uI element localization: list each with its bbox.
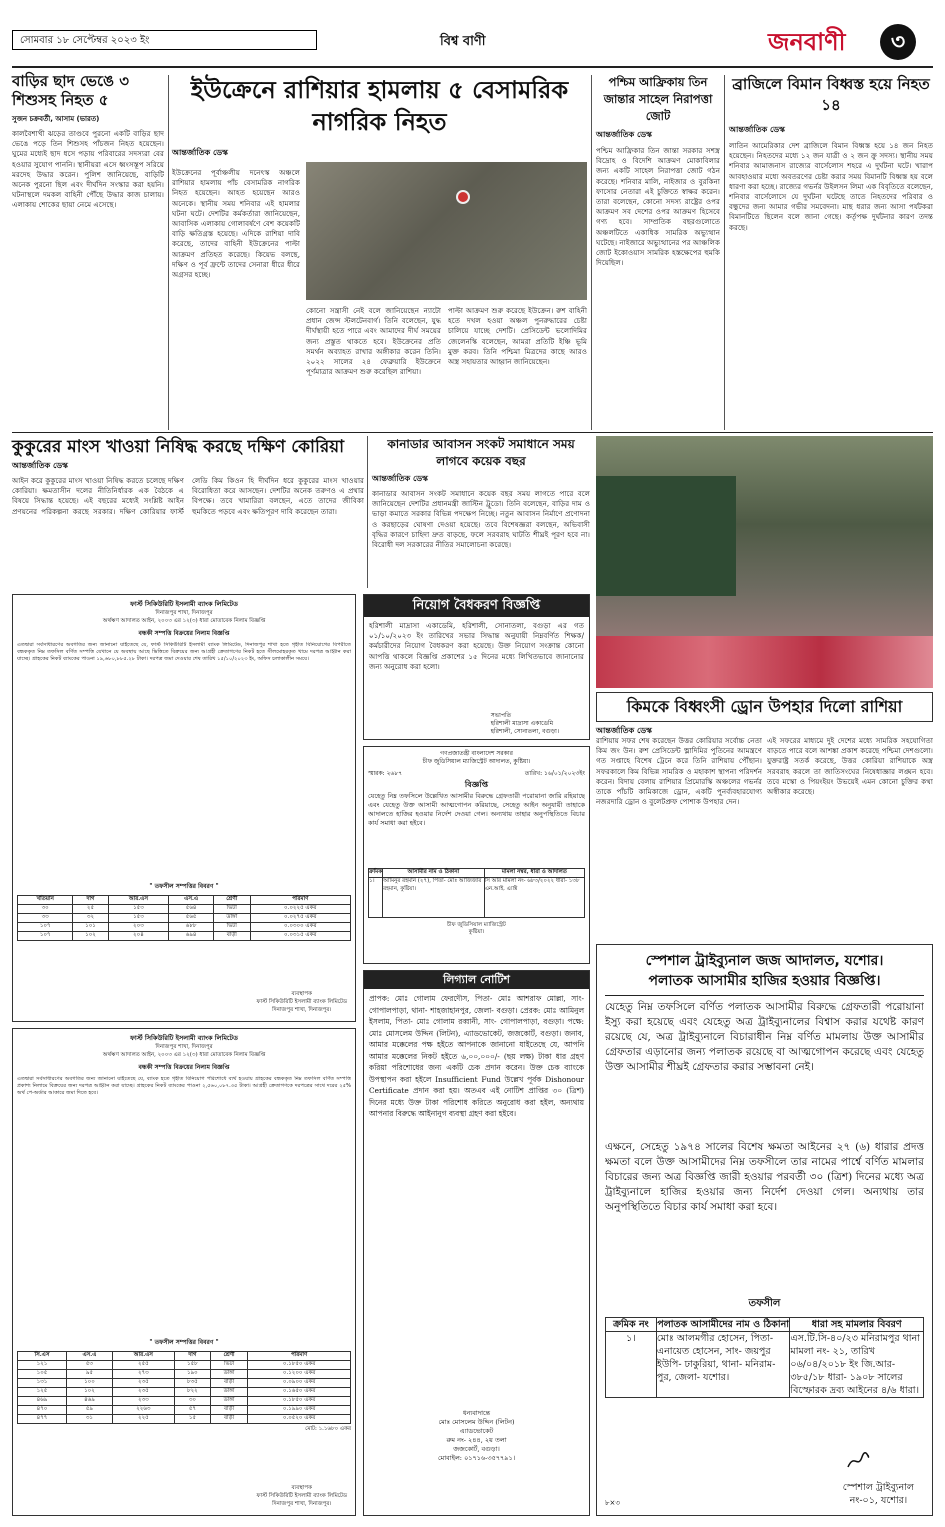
row-rule [12, 432, 933, 433]
table-cell: ৪৬৯ [67, 1397, 113, 1406]
col3: পাল্টা আক্রমণ শুরু করেছে ইউক্রেন। রুশ বাহিনী হতে দখল হওয়া অঞ্চল পুনরুদ্ধারের চেষ্টা চালিয়ে যাচ্ছে দেশটি। প্রেসিডেন্ট ভলোদিমির জেলেনস্কি বলেছেন, আমরা প্রতিটি ইঞ্চি ভূমি মুক্ত করব। তিনি পশ্চিমা মিত্রদের কাছে আরও অস্ত্র সহায়তার আহ্বান জানিয়েছেন। [448, 306, 587, 367]
column-header: দাগ [73, 896, 108, 905]
table-cell: ১৯০ [174, 1370, 210, 1379]
bank-name: ফার্স্ট সিকিউরিটি ইসলামী ব্যাংক লিমিটেড [130, 600, 238, 608]
schedule-table [605, 1317, 924, 1398]
memo: স্মারক: ২৬৮৭ [368, 770, 403, 777]
table-cell: ডাঙ্গা [210, 1370, 247, 1379]
table-cell: ২৩৫ [112, 1388, 174, 1397]
table-cell: বাড়ী [210, 1406, 247, 1415]
signature-scribble [846, 1451, 872, 1471]
court-table [368, 868, 585, 918]
legal-notice [363, 970, 590, 1516]
headline: পশ্চিম আফ্রিকায় তিন জান্তার সাহেল নিরাপত্তা জোট [603, 75, 713, 123]
signature: ব্যবস্থাপক ফার্স্ট সিকিউরিটি ইসলামী ব্যাংক লিমিটেড দিনাজপুর শাখা, দিনাজপুর। [256, 1485, 347, 1507]
table-cell: ৩০ [18, 905, 73, 914]
tag: আন্তর্জাতিক ডেস্ক [596, 726, 652, 735]
tag: আন্তর্জাতিক ডেস্ক [596, 130, 652, 139]
table-cell: ১০২ [73, 932, 108, 941]
body: প্রাপক: মোঃ গোলাম ফেরদৌস, পিতা- মোঃ আশরাফ মোল্লা, সাং- গোপালপাড়া, থানা- শাহজাহানপুর, জেলা- বগুড়া। প্রেরক: মোঃ আমিনুল ইসলাম, পিতা- মোঃ গোলাম রব্বানী, সাং- গোপালপাড়া, বগুড়া। পক্ষে: মোঃ মোসলেম উদ্দিন (লিটন), এ্যাডভোকেট, জজকোর্ট, বগুড়া। জনাব, আমার মক্কেলের পক্ষ হইতে আপনাকে জানানো যাইতেছে যে, আপনি আমার মক্কেলের নিকট হইতে ৬,০০,০০০/- (ছয় লক্ষ) টাকা ধার গ্রহণ করিয়া পরিশোধের জন্য একটি চেক প্রদান করেন। উক্ত চেক ব্যাংকে উপস্থাপন করা হইলে Insufficient Fund উল্লেখ পূর্বক Dishonour Certificate প্রদান করা হয়। অতএব এই নোটিশ প্রাপ্তির ৩০ (ত্রিশ) দিনের মধ্যে উক্ত টাকা পরিশোধ করিতে অনুরোধ করা হইল, অন্যথায় আপনার বিরুদ্ধে আইনানুগ ব্যবস্থা গ্রহণ করা হইবে। [369, 994, 584, 1118]
story-dog [12, 436, 364, 588]
tag: আন্তর্জাতিক ডেস্ক [372, 474, 428, 483]
story-canada [372, 436, 590, 588]
table-cell: ৫৭ [174, 1406, 210, 1415]
bank-ad-2 [12, 1028, 356, 1516]
table-cell: ০.০২৭৫ একর [250, 914, 351, 923]
table-cell: ৩২ [73, 914, 108, 923]
signature: সভাপতি হরিশালী মাদ্রাসা একাডেমি হরিশালী, সোনাতলা, বগুড়া। [490, 712, 559, 735]
col-name: পলাতক আসামীদের নাম ও ঠিকানা [657, 1319, 790, 1330]
table-cell: ৫৯ [67, 1406, 113, 1415]
photo-soldiers [306, 162, 587, 300]
table-cell: ০.০৫২০ একর [248, 1415, 351, 1424]
table-cell: ডাঙ্গা [214, 914, 250, 923]
bank-name: ফার্স্ট সিকিউরিটি ইসলামী ব্যাংক লিমিটেড [130, 1034, 238, 1042]
table-cell: ২৩৩ [112, 1397, 174, 1406]
masthead-section: বিশ্ব বাণী [440, 34, 486, 49]
signature: চীফ জুডিসিয়াল ম্যাজিস্ট্রেট কুষ্টিয়া। [447, 922, 506, 935]
table-row [18, 1370, 351, 1379]
train [596, 476, 736, 596]
property-table [17, 895, 351, 941]
date: তারিখ: ১৬/০১/২০২৩ইং [524, 770, 585, 777]
table-cell: ১২৫ [18, 1388, 67, 1397]
table-cell: ভিটা [214, 905, 250, 914]
col1: ইউক্রেনের পূর্বাঞ্চলীয় দনেৎস্ক অঞ্চলে রাশিয়ার হামলায় পাঁচ বেসামরিক নাগরিক নিহত হয়েছেন। আহত হয়েছেন আরও অনেকে। স্থানীয় সময় শনিবার এই হামলার ঘটনা ঘটে। দেশটির কর্মকর্তারা জানিয়েছেন, আবাসিক এলাকায় গোলাবর্ষণে বেশ কয়েকটি বাড়ি ক্ষতিগ্রস্ত হয়েছে। এদিকে রাশিয়া দাবি করেছে, তাদের বাহিনী ইউক্রেনের পাল্টা আক্রমণ প্রতিহত করেছে। কিয়েভ বলছে, দক্ষিণ ও পূর্ব ফ্রন্টে তাদের সেনারা ধীরে ধীরে অগ্রসর হচ্ছে। [172, 168, 300, 280]
story-drone [596, 692, 933, 938]
column-header: এস.এ [67, 1352, 113, 1361]
table-cell: ৪৬৯ [18, 1397, 67, 1406]
table-cell: ২০৪ [108, 932, 169, 941]
column-header: এস.এ [169, 896, 214, 905]
property-table [17, 1351, 351, 1424]
branch: দিনাজপুর শাখা, দিনাজপুর [155, 1044, 213, 1050]
col-case: মামলা নম্বর, ধারা ও আদালত [484, 869, 584, 878]
signature: ব্যবস্থাপক ফার্স্ট সিকিউরিটি ইসলামী ব্যাংক লিমিটেড দিনাজপুর শাখা, দিনাজপুর। [256, 991, 347, 1013]
table-cell: ভিটা [214, 923, 250, 932]
table-cell: ২০৩ [108, 923, 169, 932]
column-header: সি.এস [18, 1352, 67, 1361]
table-cell: ৪৭৭ [18, 1415, 67, 1424]
notice: অর্থঋণ আদালত আইন, ২০০৩ এর ১২(৩) ধারা মোতাবেক নিলাম বিজ্ঞপ্তি [102, 1052, 266, 1058]
table-cell: ০.০৯০০ একর [248, 1379, 351, 1388]
masthead [0, 0, 945, 70]
column-header: দাগ [174, 1352, 210, 1361]
body: এতদ্বারা সর্বসাধারণের অবগতির জন্য জানানো যাইতেছে যে, ব্যাংক হতে গৃহীত বিনিয়োগ পরিশোধে ব্যর্থ হওয়ায় গ্রাহকের বন্ধককৃত নিম্ন তফসিল বর্ণিত সম্পত্তি প্রকাশ্য নিলামে বিক্রয়ের জন্য দরপত্র আহ্বান করা যাচ্ছে। গ্রাহকের নিকট ব্যাংকের পাওনা ২,৫৬০,০৮৭.৩৫ টাকা। আগ্রহী ক্রেতাগণকে দরপত্রের সাথে দরের ২৫% অর্থ পে-অর্ডার আকারে জমা দিতে হবে। [17, 1076, 351, 1096]
table-cell: বাড়ী [210, 1415, 247, 1424]
table-cell: ১০৭ [18, 923, 73, 932]
table-cell: ৮৩৫ [174, 1379, 210, 1388]
story-ukraine [172, 74, 587, 430]
headline: বাড়ির ছাদ ভেঙে ৩ শিশুসহ নিহত ৫ [12, 72, 129, 109]
table-cell: ২৭৩ [112, 1370, 174, 1379]
table-cell: ১০৭ [18, 932, 73, 941]
table-row [18, 1361, 351, 1370]
table-cell: ০.০২২৫ একর [250, 905, 351, 914]
table-cell: ৩১ [67, 1415, 113, 1424]
table-title: " তফসীল সম্পত্তির বিবরণ " [149, 883, 219, 890]
byline: সুজন চক্রবর্তী, আসাম (ভারত) [12, 115, 100, 123]
column-header: শ্রেণী [214, 896, 250, 905]
subtitle: বন্ধকী সম্পত্তি বিক্রয়ের নিলাম বিজ্ঞপ্তি [138, 1064, 230, 1071]
para2: এক্ষনে, সেহেতু ১৯৭৪ সালের বিশেষ ক্ষমতা আইনের ২৭ (৬) ধারার প্রদত্ত ক্ষমতা বলে উক্ত আসামীদের নিম্ন তফসীলে তার নামের পার্শ্বে বর্ণিত মামলার বিচারের জন্য অত্র বিজ্ঞপ্তি জারী হওয়ার পরবর্তী ৩০ (ত্রিশ) দিনের মধ্যে অত্র ট্রাইব্যুনালে হাজির হওয়ার জন্য নির্দেশ দেওয়া গেল। অন্যথায় তার অনুপস্থিতিতে বিচার কার্য সমাধা করা হবে। [605, 1141, 924, 1213]
total: মোট: ১.১৬৮০ একর [305, 1426, 351, 1432]
bank-ad-1 [12, 594, 356, 1022]
body: লাতিন আমেরিকার দেশ ব্রাজিলে বিমান বিধ্বস্ত হয়ে ১৪ জন নিহত হয়েছেন। নিহতদের মধ্যে ১২ জন যাত্রী ও ২ জন ক্রু সদস্য। স্থানীয় সময় শনিবার আমাজনাস রাজ্যের বার্সেলোস শহরে এ দুর্ঘটনা ঘটে। খারাপ আবহাওয়ার মধ্যে অবতরণের চেষ্টা করার সময় বিমানটি বিধ্বস্ত হয় বলে ধারণা করা হচ্ছে। রাজ্যের গভর্নর উইলসন লিমা এক বিবৃতিতে বলেছেন, শনিবার বার্সেলোসে যে দুর্ঘটনা ঘটেছে তাতে নিহতদের পরিবার ও বন্ধুদের জন্য আমার গভীর সমবেদনা। মাছ ধরার জন্য আসা পর্যটকরা বিমানটিতে ছিলেন বলে জানা গেছে। কর্তৃপক্ষ দুর্ঘটনার কারণ তদন্ত করছে। [729, 141, 933, 232]
table-cell: ৬৯৪ [169, 932, 214, 941]
ad-recruitment [363, 594, 590, 740]
table-row [18, 1388, 351, 1397]
divider [168, 75, 169, 430]
table-row [18, 1379, 351, 1388]
table-row [18, 1406, 351, 1415]
table-cell: ১০৫ [18, 1370, 67, 1379]
headline: ব্রাজিলে বিমান বিধ্বস্ত হয়ে নিহত ১৪ [732, 75, 930, 114]
table-cell: ০.১৬৫০ একর [248, 1388, 351, 1397]
masthead-rule [12, 66, 933, 68]
court-notice [363, 746, 590, 964]
header: গণপ্রজাতন্ত্রী বাংলাদেশ সরকার চীফ জুডিসিয়াল ম্যাজিস্ট্রেট আদালত, কুষ্টিয়া। [422, 750, 531, 765]
table-cell: ১৫৮ [174, 1361, 210, 1370]
title: বিজ্ঞপ্তি [464, 779, 489, 789]
table-cell: ৬৮৮ [169, 923, 214, 932]
table-cell: ৯৫ [67, 1370, 113, 1379]
headline: কিমকে বিধ্বংসী ড্রোন উপহার দিলো রাশিয়া [596, 692, 933, 722]
signature: স্পেশাল ট্রাইব্যুনাল নং-০১, যশোর। [842, 1482, 914, 1506]
body: এতদ্বারা সর্বসাধারণের অবগতির জন্য জানানো যাইতেছে যে, ফার্স্ট সিকিউরিটি ইসলামী ব্যাংক লিমিটেড, দিনাজপুর শাখা হতে গৃহীত বিনিয়োগের বিপরীতে বন্ধককৃত নিম্ন তফসিল বর্ণিত সম্পত্তি যেখানে যে অবস্থায় আছে ভিত্তিতে বিক্রয়ের জন্য আগ্রহী ক্রেতাগণের নিকট হতে সীলমোহরকৃত খামে দরপত্র আহ্বান করা যাচ্ছে। গ্রাহকের নিকট ব্যাংকের পাওনা ১৯,৬৮০,৮৮৫.২৮ টাকা। দরপত্র জমা দেওয়ার শেষ তারিখ ১৫/১০/২০২৩ ইং, অফিস চলাকালীন সময়ে। [17, 642, 351, 662]
table-cell: ৩৩ [18, 914, 73, 923]
cell: সি আর মামলা নং- ৬৮৩/২০২২ ধারা- ১৩৮ এন.আই. এ্যাক্ট [484, 878, 584, 918]
flowers [596, 636, 933, 688]
column-header: খতিয়ান [18, 896, 73, 905]
body: কালবৈশাখী ঝড়ের তাণ্ডবে পুরনো একটি বাড়ির ছাদ ভেঙে পড়ে তিন শিশুসহ পাঁচজন নিহত হয়েছেন। ঘুমের মধ্যেই ছাদ ধসে পড়ায় পরিবারের সদস্যরা বের হওয়ার সুযোগ পাননি। স্থানীয়রা এসে ধ্বংসস্তূপ সরিয়ে মরদেহ উদ্ধার করেন। পুলিশ জানিয়েছে, বাড়িটি অনেক পুরনো ছিল এবং দীর্ঘদিন সংস্কার করা হয়নি। ঘটনাস্থলে দমকল বাহিনী পৌঁছে উদ্ধার কাজ চালায়। এলাকায় শোকের ছায়া নেমে এসেছে। [12, 129, 164, 210]
table-cell: ০.১৯৯০ একর [248, 1406, 351, 1415]
divider [367, 436, 368, 588]
cell: এস.টি.সি-৪০/২৩ মনিরামপুর থানা মামলা নং- ২১, তারিখ ০৬/০৪/২০১৮ ইং জি.আর- ৩৮৫/১৮ ধারা- ১৯০৮ সালের বিস্ফোরক দ্রব্য আইনের ৪/৬ ধারা। [790, 1332, 924, 1398]
masthead-logo: জনবাণী [768, 28, 846, 56]
cell: আমিনুর রহমান (২৭), পিতা- মোঃ আজিজার রহমান, কুষ্টিয়া। [383, 878, 485, 918]
col-case: ধারা সহ মামলার বিবরণ [790, 1318, 924, 1332]
table-cell: ডাঙ্গা [210, 1388, 247, 1397]
tag: আন্তর্জাতিক ডেস্ক [729, 125, 785, 134]
table-cell: ১৫ [174, 1415, 210, 1424]
column-header: আর.এস [108, 896, 169, 905]
schedule-title: তফসীল [748, 1298, 781, 1309]
para1: যেহেতু নিম্ন তফসিলে বর্ণিত পলাতক আসামীর বিরুদ্ধে গ্রেফতারী পরোয়ানা ইস্যু করা হয়েছে এবং যেহেতু অত্র ট্রাইব্যুনালের বিশ্বাস করার যথেষ্ট কারণ রয়েছে যে, অত্র ট্রাইব্যুনালে বিচারাধীন নিম্ন বর্ণিত মামলায় উক্ত আসামীর গ্রেফতার এড়ানোর জন্য পলাতক রয়েছে বা আত্মগোপন করেছে এবং যেহেতু উক্ত আসামীর শীঘ্রই গ্রেফতার করার সম্ভাবনা নেই। [605, 1001, 924, 1073]
page-number-badge [880, 24, 916, 60]
table-cell: ১৩১ [18, 1379, 67, 1388]
table-cell: ১৫৩ [108, 905, 169, 914]
notice: অর্থঋণ আদালত আইন, ২০০৩ এর ১২(৩) ধারা মোতাবেক নিলাম বিজ্ঞপ্তি [102, 618, 266, 624]
table-row [18, 932, 351, 941]
table-cell: বাড়ী [210, 1379, 247, 1388]
table-cell: ২২৫ [112, 1415, 174, 1424]
table-cell: ০.১২০০ একর [248, 1370, 351, 1379]
table-cell: ৫৩ [67, 1361, 113, 1370]
page-number: ৩ [890, 29, 906, 55]
divider [724, 75, 725, 430]
table-cell: ৫৬৪ [169, 905, 214, 914]
table-cell: ২৫৫ [112, 1361, 174, 1370]
title: স্পেশাল ট্রাইব্যুনাল জজ আদালত, যশোর। পলাতক আসামীর হাজির হওয়ার বিজ্ঞপ্তি। [645, 953, 884, 989]
table-row [18, 923, 351, 932]
table-row [18, 1397, 351, 1406]
tag: আন্তর্জাতিক ডেস্ক [172, 148, 228, 157]
masthead-date: সোমবার ১৮ সেপ্টেম্বর ২০২৩ ইং [20, 35, 150, 46]
body: যেহেতু নিম্ন তফসিলে উল্লেখিত আসামীর বিরুদ্ধে গ্রেফতারী পরোয়ানা জারি রহিয়াছে এবং যেহেতু উক্ত আসামী আত্মগোপন করিয়াছে, সেহেতু আইন অনুযায়ী তাহাকে আদালতে হাজির হওয়ার নির্দেশ দেওয়া গেল। অন্যথায় তাহার অনুপস্থিতিতে বিচার কার্য সমাধা করা হইবে। [368, 792, 585, 827]
col1: রাশিয়ায় সফর শেষ করেছেন উত্তর কোরিয়ার সর্বোচ্চ নেতা কিম জং উন। রুশ প্রেসিডেন্ট ভ্লাদিমির পুতিনের আমন্ত্রণে গত সপ্তাহে বিশেষ ট্রেনে করে তিনি রাশিয়ায় পৌঁছান। সফরকালে কিম বিভিন্ন সামরিক ও মহাকাশ স্থাপনা পরিদর্শন করেন। বিদায় বেলায় রাশিয়ার প্রিমোরস্কি অঞ্চলের গভর্নর তাকে পাঁচটি কামিকাজে ড্রোন, একটি পুনর্ব্যবহারযোগ্য নজরদারি ড্রোন ও বুলেটপ্রুফ পোশাক উপহার দেন। [596, 736, 762, 807]
table-cell: বাড়ী [214, 932, 250, 941]
table-cell: ১০২ [67, 1388, 113, 1397]
table-cell: ৫৬৫ [169, 914, 214, 923]
body: হরিশালী মাদ্রাসা একাডেমি, হরিশালী, সোনাতলা, বগুড়া এর গত ০১/১০/২০২৩ ইং তারিখের সভার সিদ্ধান্ত অনুযায়ী নিম্নবর্ণিত শিক্ষক/কর্মচারীদের নিয়োগ বৈধকরণ করা হয়েছে। উক্ত নিয়োগ সংক্রান্ত কোনো আপত্তি থাকলে বিজ্ঞপ্তি প্রকাশের ১৫ দিনের মধ্যে লিখিতভাবে জানানোর জন্য অনুরোধ করা হলো। [369, 621, 584, 671]
table-cell: ১২১ [18, 1361, 67, 1370]
tribunal-notice [596, 944, 933, 1516]
photo-kim-farewell [596, 436, 933, 688]
table-cell: ডাঙ্গা [210, 1397, 247, 1406]
table-cell: ভিটা [210, 1361, 247, 1370]
title-rule [605, 995, 924, 996]
table-row [18, 905, 351, 914]
table-cell: ২৩৫ [112, 1379, 174, 1388]
table-cell: ৪৭০ [18, 1406, 67, 1415]
story-roof [12, 72, 164, 430]
table-cell: ১৫৩ [108, 914, 169, 923]
table-row [18, 1415, 351, 1424]
table-cell: ৩০ [174, 1397, 210, 1406]
table-cell: ১০০ [67, 1379, 113, 1388]
title: লিগ্যাল নোটিশ [364, 971, 589, 989]
divider [591, 75, 592, 430]
column-header: পরিমাণ [248, 1352, 351, 1361]
table-title: " তফসীল সম্পত্তির বিবরণ " [149, 1339, 219, 1346]
column-header: শ্রেণী [210, 1352, 247, 1361]
subtitle: বন্ধকী সম্পত্তি বিক্রয়ের নিলাম বিজ্ঞপ্তি [138, 630, 230, 637]
ad-code: ৮×৩ [605, 1499, 620, 1507]
signature: ধন্যবাদান্তে মোঃ মোসলেম উদ্দিন (লিটন) এ্যাডভোকেট রুম নং- ২৪৪, ২য় তলা জজকোর্ট, বগুড়া। মোবাইল: ০১৭১৬-৩৫৭৭৯১। [437, 1409, 516, 1462]
table-cell: ০.১৮৫০ একর [248, 1361, 351, 1370]
col-serial: ক্রমিক [369, 869, 383, 878]
col-name: আসামীর নাম ও ঠিকানা [383, 869, 485, 878]
story-brazil [729, 74, 933, 430]
branch: দিনাজপুর শাখা, দিনাজপুর [155, 610, 213, 616]
body: আইন করে কুকুরের মাংস খাওয়া নিষিদ্ধ করতে চলেছে দক্ষিণ কোরিয়া। ক্ষমতাসীন দলের নীতিনির্ধারক এক বৈঠকে এ বিষয়ে সিদ্ধান্ত হয়েছে। এই বছরের মধ্যেই সংশ্লিষ্ট আইন প্রণয়নের পরিকল্পনা করছে সরকার। দক্ষিণ কোরিয়ার ফার্স্ট লেডি কিম কিওন হি দীর্ঘদিন ধরে কুকুরের মাংস খাওয়ার বিরোধিতা করে আসছেন। দেশটির অনেক তরুণও এ প্রথার বিপক্ষে। তবে খামারিরা বলছেন, এতে তাদের জীবিকা হুমকিতে পড়বে এবং ক্ষতিপূরণ দাবি করেছেন তারা। [12, 476, 364, 516]
headline: ইউক্রেনে রাশিয়ার হামলায় ৫ বেসামরিক নাগরিক নিহত [190, 76, 569, 136]
table-cell: ২৫ [73, 905, 108, 914]
body: পশ্চিম আফ্রিকার তিন জান্তা সরকার সশস্ত্র বিদ্রোহ ও বিদেশি আক্রমণ মোকাবিলার জন্য একটি সাহেল নিরাপত্তা জোট গঠন করেছে। শনিবার মালি, নাইজার ও বুরকিনা ফাসোর নেতারা এই চুক্তিতে স্বাক্ষর করেন। তারা বলেছেন, কোনো সদস্য রাষ্ট্রের ওপর আক্রমণ সব দেশের ওপর আক্রমণ হিসেবে গণ্য হবে। সাম্প্রতিক বছরগুলোতে অঞ্চলটিতে একাধিক সামরিক অভ্যুত্থান ঘটেছে। নাইজারে অভ্যুত্থানের পর আঞ্চলিক জোট ইকোওয়াস সামরিক হস্তক্ষেপের হুমকি দিয়েছিল। [596, 146, 720, 268]
headline: কানাডার আবাসন সংকট সমাধানে সময় লাগবে কয়েক বছর [387, 437, 575, 468]
column-header: আর.এস [112, 1352, 174, 1361]
col2: কোনো সন্ত্রাসী নেই বলে জানিয়েছেন ন্যাটো প্রধান জেন্স স্টলটেনবার্গ। তিনি বলেছেন, যুদ্ধ দীর্ঘস্থায়ী হতে পারে এবং আমাদের দীর্ঘ সময়ের জন্য প্রস্তুত থাকতে হবে। ইউক্রেনের প্রতি সমর্থন অব্যাহত রাখার অঙ্গীকার করেন তিনি। ২০২২ সালের ২৪ ফেব্রুয়ারি ইউক্রেনে পূর্ণমাত্রার আক্রমণ শুরু করেছিল রাশিয়া। [306, 306, 441, 377]
table-row [18, 914, 351, 923]
table-cell: ০.০৩০০ একর [250, 923, 351, 932]
table-cell: ২২৬৩ [112, 1406, 174, 1415]
cell: ১। [369, 878, 383, 918]
tag: আন্তর্জাতিক ডেস্ক [12, 461, 68, 470]
table-cell: ০.১৮৫০ একর [248, 1397, 351, 1406]
table-cell: ৮২২ [174, 1388, 210, 1397]
col-serial: ক্রমিক নং [606, 1318, 657, 1332]
body: কানাডার আবাসন সংকট সমাধানে কয়েক বছর সময় লাগতে পারে বলে জানিয়েছেন দেশটির প্রধানমন্ত্রী জাস্টিন ট্রুডো। তিনি বলেছেন, বাড়ির দাম ও ভাড়া কমাতে সরকার বিভিন্ন পদক্ষেপ নিচ্ছে। নতুন আবাসন নির্মাণে প্রণোদনা ও করছাড়ের ঘোষণা দেওয়া হয়েছে। তবে বিশেষজ্ঞরা বলছেন, অভিবাসী বৃদ্ধির কারণে চাহিদা দ্রুত বাড়ছে, ফলে সরবরাহ ঘাটতি শীঘ্রই পূরণ হবে না। বিরোধী দল সরকারের নীতির সমালোচনা করেছে। [372, 489, 590, 550]
table-cell: ১০১ [73, 923, 108, 932]
cell: মোঃ আলমগীর হোসেন, পিতা-এনায়েত হোসেন, সাং- জয়পুর ইউপি- ঢাকুরিয়া, থানা- মনিরাম- পুর, জেলা- যশোর। [656, 1332, 790, 1398]
col2: এই সফরের মাধ্যমে দুই দেশের মধ্যে সামরিক সহযোগিতা বাড়তে পারে বলে আশঙ্কা প্রকাশ করেছে পশ্চিমা দেশগুলো। যুক্তরাষ্ট্র সতর্ক করেছে, উত্তর কোরিয়া রাশিয়াকে অস্ত্র সরবরাহ করলে তা জাতিসংঘের নিষেধাজ্ঞার লঙ্ঘন হবে। তবে মস্কো ও পিয়ংইয়ং উভয়েই এমন কোনো চুক্তির কথা অস্বীকার করেছে। [767, 736, 933, 797]
column-header: পরিমাণ [250, 896, 351, 905]
cell: ১। [606, 1332, 657, 1398]
table-cell: ০.০৩১৫ একর [250, 932, 351, 941]
headline: নিয়োগ বৈধকরণ বিজ্ঞপ্তি [364, 595, 589, 617]
story-africa [596, 74, 720, 430]
headline: কুকুরের মাংস খাওয়া নিষিদ্ধ করছে দক্ষিণ কোরিয়া [12, 437, 345, 457]
